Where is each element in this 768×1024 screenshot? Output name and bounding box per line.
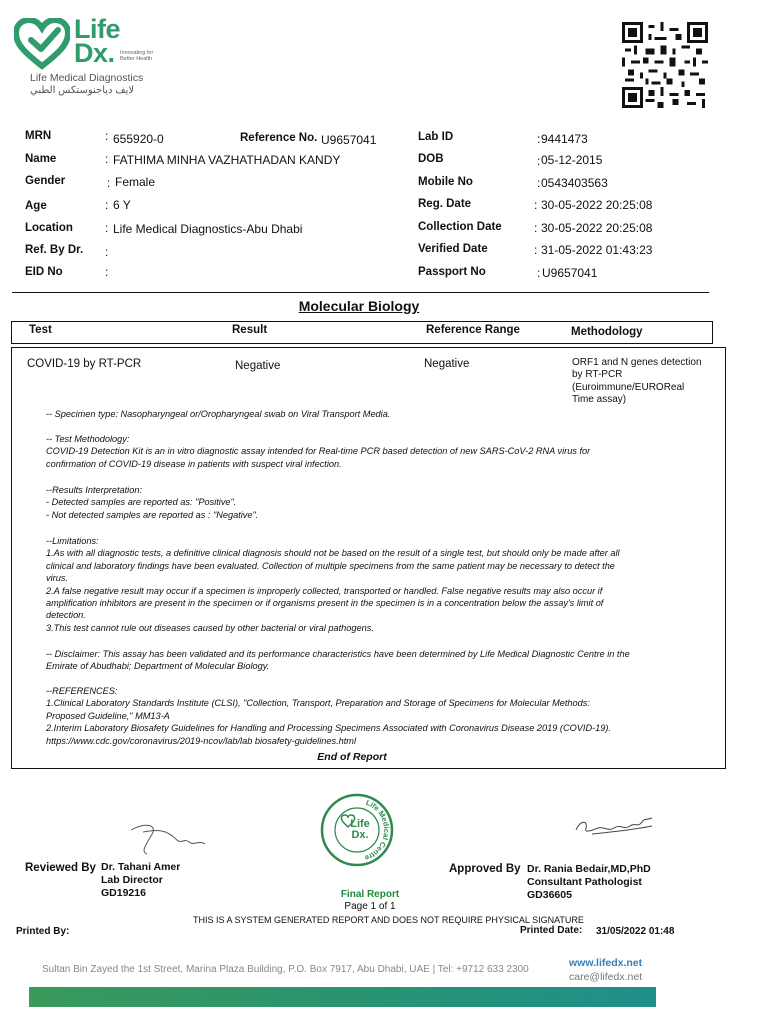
stamp-dx: Dx. bbox=[351, 829, 369, 841]
colon: : bbox=[534, 221, 538, 235]
section-title: Molecular Biology bbox=[298, 298, 420, 314]
tagline-2: Better Health bbox=[120, 56, 153, 62]
end-of-report: End of Report bbox=[317, 751, 387, 763]
reference-no-label: Reference No. bbox=[240, 132, 318, 144]
test-reference-range: Negative bbox=[424, 358, 470, 370]
approved-by-label: Approved By bbox=[449, 863, 521, 875]
brand-dx: Dx. bbox=[74, 38, 115, 68]
footer-website[interactable]: www.lifedx.net bbox=[569, 957, 643, 969]
footer-email[interactable]: care@lifedx.net bbox=[569, 971, 643, 983]
mrn-value: 655920-0 bbox=[113, 132, 164, 146]
colon: : bbox=[537, 176, 541, 190]
approver-code: GD36605 bbox=[527, 889, 572, 901]
reviewer-block bbox=[101, 861, 180, 900]
location-value: Life Medical Diagnostics-Abu Dhabi bbox=[113, 222, 303, 236]
printed-date-value: 31/05/2022 01:48 bbox=[596, 926, 675, 937]
logo bbox=[12, 14, 182, 98]
mrn-label: MRN bbox=[25, 130, 52, 142]
reg-date-label: Reg. Date bbox=[418, 198, 472, 210]
note-disclaimer: -- Disclaimer: This assay has been validated and its performance characteristics have been determined by Life Medical Diagnostic Centre in the Emirate of Abudhabi; Department of Molecular Biology. bbox=[46, 649, 630, 672]
colon: : bbox=[537, 132, 541, 146]
approver-name: Dr. Rania Bedair,MD,PhD bbox=[527, 863, 651, 875]
eid-label: EID No bbox=[25, 266, 63, 278]
header-test: Test bbox=[29, 324, 52, 336]
mobile-value: 0543403563 bbox=[541, 176, 608, 190]
dob-label: DOB bbox=[418, 153, 444, 165]
verified-date-label: Verified Date bbox=[418, 243, 488, 255]
age-label: Age bbox=[25, 200, 47, 212]
verified-date-value: 31-05-2022 01:43:23 bbox=[541, 243, 653, 257]
collection-date-label: Collection Date bbox=[418, 221, 502, 233]
test-result: Negative bbox=[235, 360, 281, 372]
heart-check-icon bbox=[14, 18, 70, 70]
reference-no-value: U9657041 bbox=[321, 133, 377, 147]
reviewed-by-label: Reviewed By bbox=[25, 862, 96, 874]
gender-value: Female bbox=[115, 175, 156, 189]
approver-title: Consultant Pathologist bbox=[527, 876, 642, 888]
tagline-1: Innovating for bbox=[120, 50, 154, 56]
footer-address: Sultan Bin Zayed the 1st Street, Marina Plaza Building, P.O. Box 7917, Abu Dhabi, UAE | Tel: +9712 633 2300 bbox=[42, 964, 529, 975]
colon: : bbox=[105, 129, 109, 143]
name-value: FATHIMA MINHA VAZHATHADAN KANDY bbox=[113, 153, 341, 167]
dob-value: 05-12-2015 bbox=[541, 153, 603, 167]
test-methodology: ORF1 and N genes detection by RT-PCR (Euroimmune/EUROReal Time assay) bbox=[572, 357, 702, 405]
divider bbox=[12, 292, 709, 293]
reviewer-name: Dr. Tahani Amer bbox=[101, 861, 181, 873]
footer-bar bbox=[29, 987, 656, 1007]
colon: : bbox=[537, 266, 541, 280]
note-specimen: -- Specimen type: Nasopharyngeal or/Oropharyngeal swab on Viral Transport Media. bbox=[46, 409, 391, 419]
colon: : bbox=[107, 176, 111, 190]
collection-date-value: 30-05-2022 20:25:08 bbox=[541, 221, 653, 235]
colon: : bbox=[534, 198, 538, 212]
lab-id-label: Lab ID bbox=[418, 131, 454, 143]
reviewer-title: Lab Director bbox=[101, 874, 163, 886]
stamp-ring-text: Life Medical Centre bbox=[363, 797, 392, 863]
colon: : bbox=[534, 243, 538, 257]
note-limitations: --Limitations: 1.As with all diagnostic tests, a definitive clinical diagnosis should not be based on the result of a single test, but should only be made after all clinical and laboratory findings have been evaluated. Collection of multiple specimens from the same patient may be necessary to detect the virus. 2.A false negative result may occur if a specimen is improperly collected, transported or handled. False negative results may also occur if amplification inhibitors are present in the specimen or if organisms present in the specimen is in a concentration below the assay's limit of detection. 3.This test cannot rule out diseases caused by other bacterial or viral pathogens. bbox=[46, 536, 620, 633]
mobile-label: Mobile No bbox=[418, 176, 473, 188]
header-reference-range: Reference Range bbox=[426, 324, 520, 336]
reviewer-code: GD19216 bbox=[101, 887, 146, 899]
brand-life: Life bbox=[74, 14, 121, 44]
colon: : bbox=[105, 265, 109, 279]
colon: : bbox=[105, 152, 109, 166]
passport-value: U9657041 bbox=[542, 266, 598, 280]
colon: : bbox=[105, 221, 109, 235]
colon: : bbox=[105, 245, 109, 259]
printed-date-label: Printed Date: bbox=[520, 925, 583, 936]
stamp-life: Life bbox=[350, 818, 370, 830]
final-report-label: Final Report bbox=[340, 889, 400, 900]
header-methodology: Methodology bbox=[571, 326, 643, 338]
gender-label: Gender bbox=[25, 175, 66, 187]
test-name: COVID-19 by RT-PCR bbox=[27, 358, 142, 370]
ref-by-label: Ref. By Dr. bbox=[25, 244, 84, 256]
system-note: THIS IS A SYSTEM GENERATED REPORT AND DOES NOT REQUIRE PHYSICAL SIGNATURE bbox=[193, 915, 584, 925]
name-label: Name bbox=[25, 153, 57, 165]
location-label: Location bbox=[25, 222, 73, 234]
lab-stamp bbox=[320, 793, 394, 867]
reviewer-signature bbox=[125, 818, 210, 858]
colon: : bbox=[105, 198, 109, 212]
printed-by-label: Printed By: bbox=[16, 926, 70, 937]
company-name-arabic: لايف دياجنوستكس الطبي bbox=[30, 85, 135, 96]
company-name: Life Medical Diagnostics bbox=[30, 72, 144, 84]
note-references: --REFERENCES: 1.Clinical Laboratory Standards Institute (CLSI), "Collection, Transport, Preparation and Storage of Specimens for Molecular Methods: Proposed Guideline," MM13-A 2.Interim Laboratory Biosafety Guidelines for Handling and Processing Specimens Associated with Coronavirus Disease 2019 (COVID-19). https://www.cdc.gov/coronavirus/2019-ncov/lab/lab biosafety-guidelines.html bbox=[46, 686, 611, 746]
lab-id-value: 9441473 bbox=[541, 132, 588, 146]
qr-code bbox=[622, 22, 708, 108]
reg-date-value: 30-05-2022 20:25:08 bbox=[541, 198, 653, 212]
note-interpretation: --Results Interpretation: - Detected samples are reported as: "Positive". - Not detected samples are reported as : "Negative". bbox=[46, 485, 259, 520]
age-value: 6 Y bbox=[113, 198, 131, 212]
approver-block bbox=[527, 863, 651, 902]
colon: : bbox=[537, 154, 541, 168]
note-methodology: -- Test Methodology: COVID-19 Detection Kit is an in vitro diagnostic assay intended for Real-time PCR based detection of new SARS-CoV-2 RNA virus for confirmation of COVID-19 disease in patients with suspect viral infection. bbox=[46, 434, 591, 469]
page-info: Page 1 of 1 bbox=[344, 901, 396, 912]
header-result: Result bbox=[232, 324, 268, 336]
passport-label: Passport No bbox=[418, 266, 486, 278]
approver-signature bbox=[572, 812, 657, 840]
